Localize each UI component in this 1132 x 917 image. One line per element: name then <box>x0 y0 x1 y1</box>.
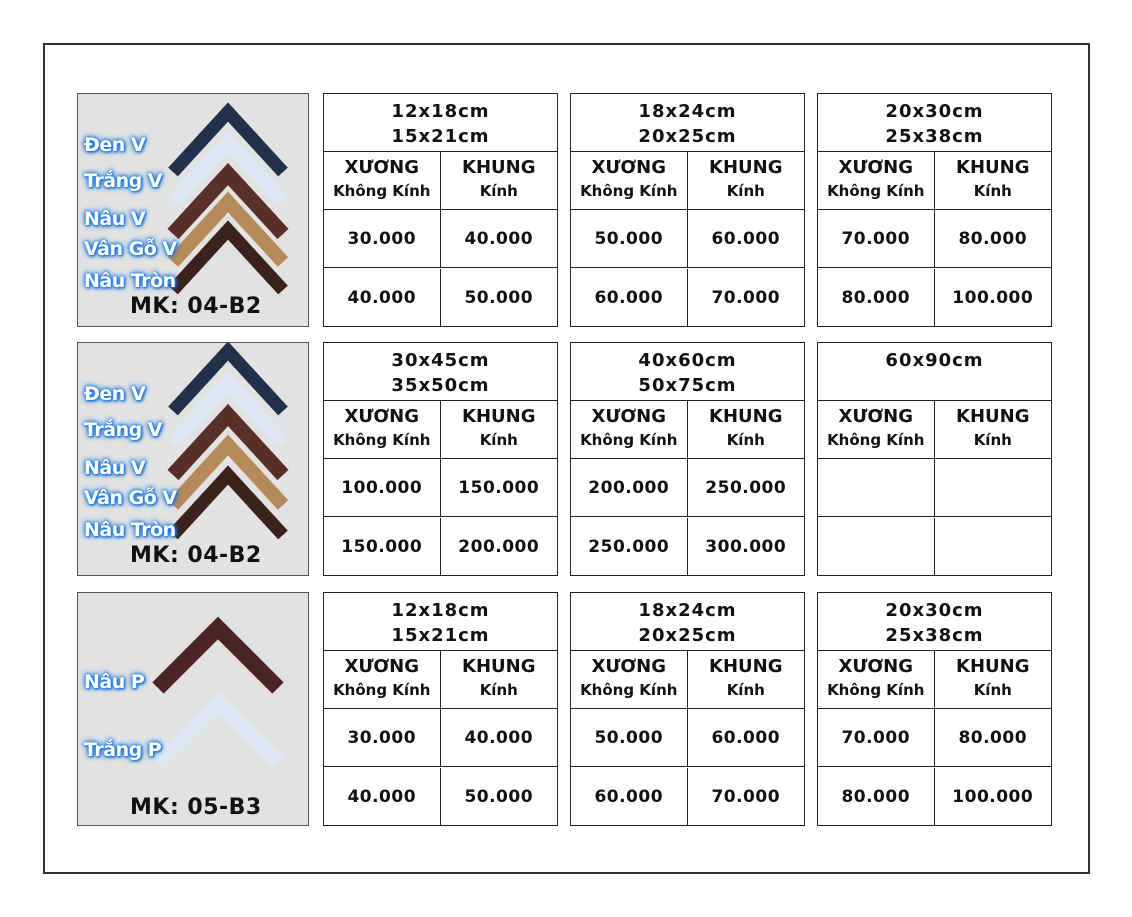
price-table <box>817 342 1052 576</box>
size-label: 60x90cm <box>885 350 984 371</box>
price-row-2 <box>77 342 1052 578</box>
size-header <box>571 593 804 651</box>
price-cell: 60.000 <box>688 210 805 268</box>
price-cell: 80.000 <box>818 768 935 826</box>
frame-swatch-panel <box>77 592 309 826</box>
size-label: 20x30cm <box>885 101 984 122</box>
price-cell: 80.000 <box>935 709 1052 767</box>
size-header <box>571 343 804 401</box>
price-cell: 50.000 <box>571 210 688 268</box>
col-header-xuong: XƯƠNG Không Kính <box>818 651 935 709</box>
size-label: 40x60cm <box>638 350 737 371</box>
price-cell: 70.000 <box>818 709 935 767</box>
size-header <box>324 593 557 651</box>
swatch-label: Nâu V <box>84 457 146 479</box>
price-cell: 250.000 <box>688 459 805 517</box>
swatch-label: Nâu V <box>84 208 146 230</box>
size-label: 15x21cm <box>391 126 490 147</box>
col-header-xuong: XƯƠNG Không Kính <box>818 401 935 459</box>
swatch-label: Đen V <box>84 134 146 156</box>
col-header-khung: KHUNG Kính <box>935 651 1052 709</box>
price-table <box>817 592 1052 826</box>
price-cell: 40.000 <box>324 269 441 327</box>
size-label: 25x38cm <box>885 126 984 147</box>
size-label: 20x25cm <box>638 126 737 147</box>
price-cell: 300.000 <box>705 537 787 557</box>
product-code: MK: 05-B3 <box>130 795 262 820</box>
swatch-label: Vân Gỗ V <box>84 238 177 260</box>
price-row-3 <box>77 592 1052 828</box>
col-header-xuong: XƯƠNG Không Kính <box>571 651 688 709</box>
frame-moulding-samples <box>78 593 309 826</box>
swatch-label: Nâu Tròn <box>84 519 176 541</box>
price-cell: 30.000 <box>324 709 441 767</box>
price-cell: 80.000 <box>818 269 935 327</box>
price-table <box>817 93 1052 327</box>
price-cell <box>935 459 1052 517</box>
frame-swatch-panel <box>77 93 309 327</box>
price-cell <box>935 518 1052 576</box>
price-cell <box>818 459 935 517</box>
col-header-xuong: XƯƠNG Không Kính <box>571 152 688 210</box>
price-table <box>323 93 558 327</box>
frame-swatch-panel <box>77 342 309 576</box>
price-cell: 80.000 <box>935 210 1052 268</box>
col-header-xuong: XƯƠNG Không Kính <box>818 152 935 210</box>
swatch-label: Nâu Tròn <box>84 270 176 292</box>
size-label: 20x30cm <box>885 600 984 621</box>
col-header-khung: KHUNG Kính <box>688 152 805 210</box>
size-label: 18x24cm <box>638 600 737 621</box>
col-header-khung: KHUNG Kính <box>441 152 558 210</box>
price-cell: 60.000 <box>571 768 688 826</box>
size-header <box>818 94 1051 152</box>
size-label: 20x25cm <box>638 625 737 646</box>
product-code: MK: 04-B2 <box>130 543 262 568</box>
col-header-khung: KHUNG Kính <box>935 401 1052 459</box>
col-header-xuong: XƯƠNG Không Kính <box>571 401 688 459</box>
col-header-xuong: XƯƠNG Không Kính <box>324 651 441 709</box>
price-cell: 100.000 <box>952 288 1034 308</box>
col-header-khung: KHUNG Kính <box>688 401 805 459</box>
price-cell: 60.000 <box>688 709 805 767</box>
size-label: 35x50cm <box>391 375 490 396</box>
col-header-xuong: XƯƠNG Không Kính <box>324 152 441 210</box>
size-label: 50x75cm <box>638 375 737 396</box>
col-header-khung: KHUNG Kính <box>688 651 805 709</box>
price-cell: 100.000 <box>324 459 441 517</box>
price-cell: 100.000 <box>952 787 1034 807</box>
price-row-1 <box>77 93 1052 329</box>
swatch-label: Trắng P <box>84 739 162 761</box>
price-cell <box>818 518 935 576</box>
price-cell: 250.000 <box>571 518 688 576</box>
price-cell: 40.000 <box>324 768 441 826</box>
col-header-khung: KHUNG Kính <box>441 401 558 459</box>
col-header-khung: KHUNG Kính <box>441 651 558 709</box>
swatch-label: Trắng V <box>84 419 163 441</box>
price-cell: 200.000 <box>458 537 540 557</box>
size-label: 12x18cm <box>391 600 490 621</box>
size-header <box>571 94 804 152</box>
price-cell: 70.000 <box>711 288 781 308</box>
size-header <box>818 593 1051 651</box>
price-cell: 40.000 <box>441 709 558 767</box>
swatch-label: Đen V <box>84 383 146 405</box>
swatch-label: Nâu P <box>84 671 145 693</box>
price-table <box>323 342 558 576</box>
price-cell: 150.000 <box>441 459 558 517</box>
price-cell: 70.000 <box>818 210 935 268</box>
col-header-khung: KHUNG Kính <box>935 152 1052 210</box>
price-cell: 60.000 <box>571 269 688 327</box>
price-cell: 50.000 <box>571 709 688 767</box>
price-cell: 50.000 <box>464 288 534 308</box>
col-header-xuong: XƯƠNG Không Kính <box>324 401 441 459</box>
size-label: 30x45cm <box>391 350 490 371</box>
size-label: 25x38cm <box>885 625 984 646</box>
price-table <box>570 342 805 576</box>
size-header <box>324 94 557 152</box>
price-table <box>323 592 558 826</box>
swatch-label: Trắng V <box>84 170 163 192</box>
product-code: MK: 04-B2 <box>130 294 262 319</box>
size-label: 18x24cm <box>638 101 737 122</box>
price-cell: 50.000 <box>464 787 534 807</box>
price-cell: 30.000 <box>324 210 441 268</box>
price-cell: 150.000 <box>324 518 441 576</box>
price-table <box>570 592 805 826</box>
price-cell: 200.000 <box>571 459 688 517</box>
size-header <box>818 343 1051 401</box>
price-table <box>570 93 805 327</box>
price-cell: 70.000 <box>711 787 781 807</box>
size-label: 12x18cm <box>391 101 490 122</box>
swatch-label: Vân Gỗ V <box>84 487 177 509</box>
size-label: 15x21cm <box>391 625 490 646</box>
size-header <box>324 343 557 401</box>
price-cell: 40.000 <box>441 210 558 268</box>
